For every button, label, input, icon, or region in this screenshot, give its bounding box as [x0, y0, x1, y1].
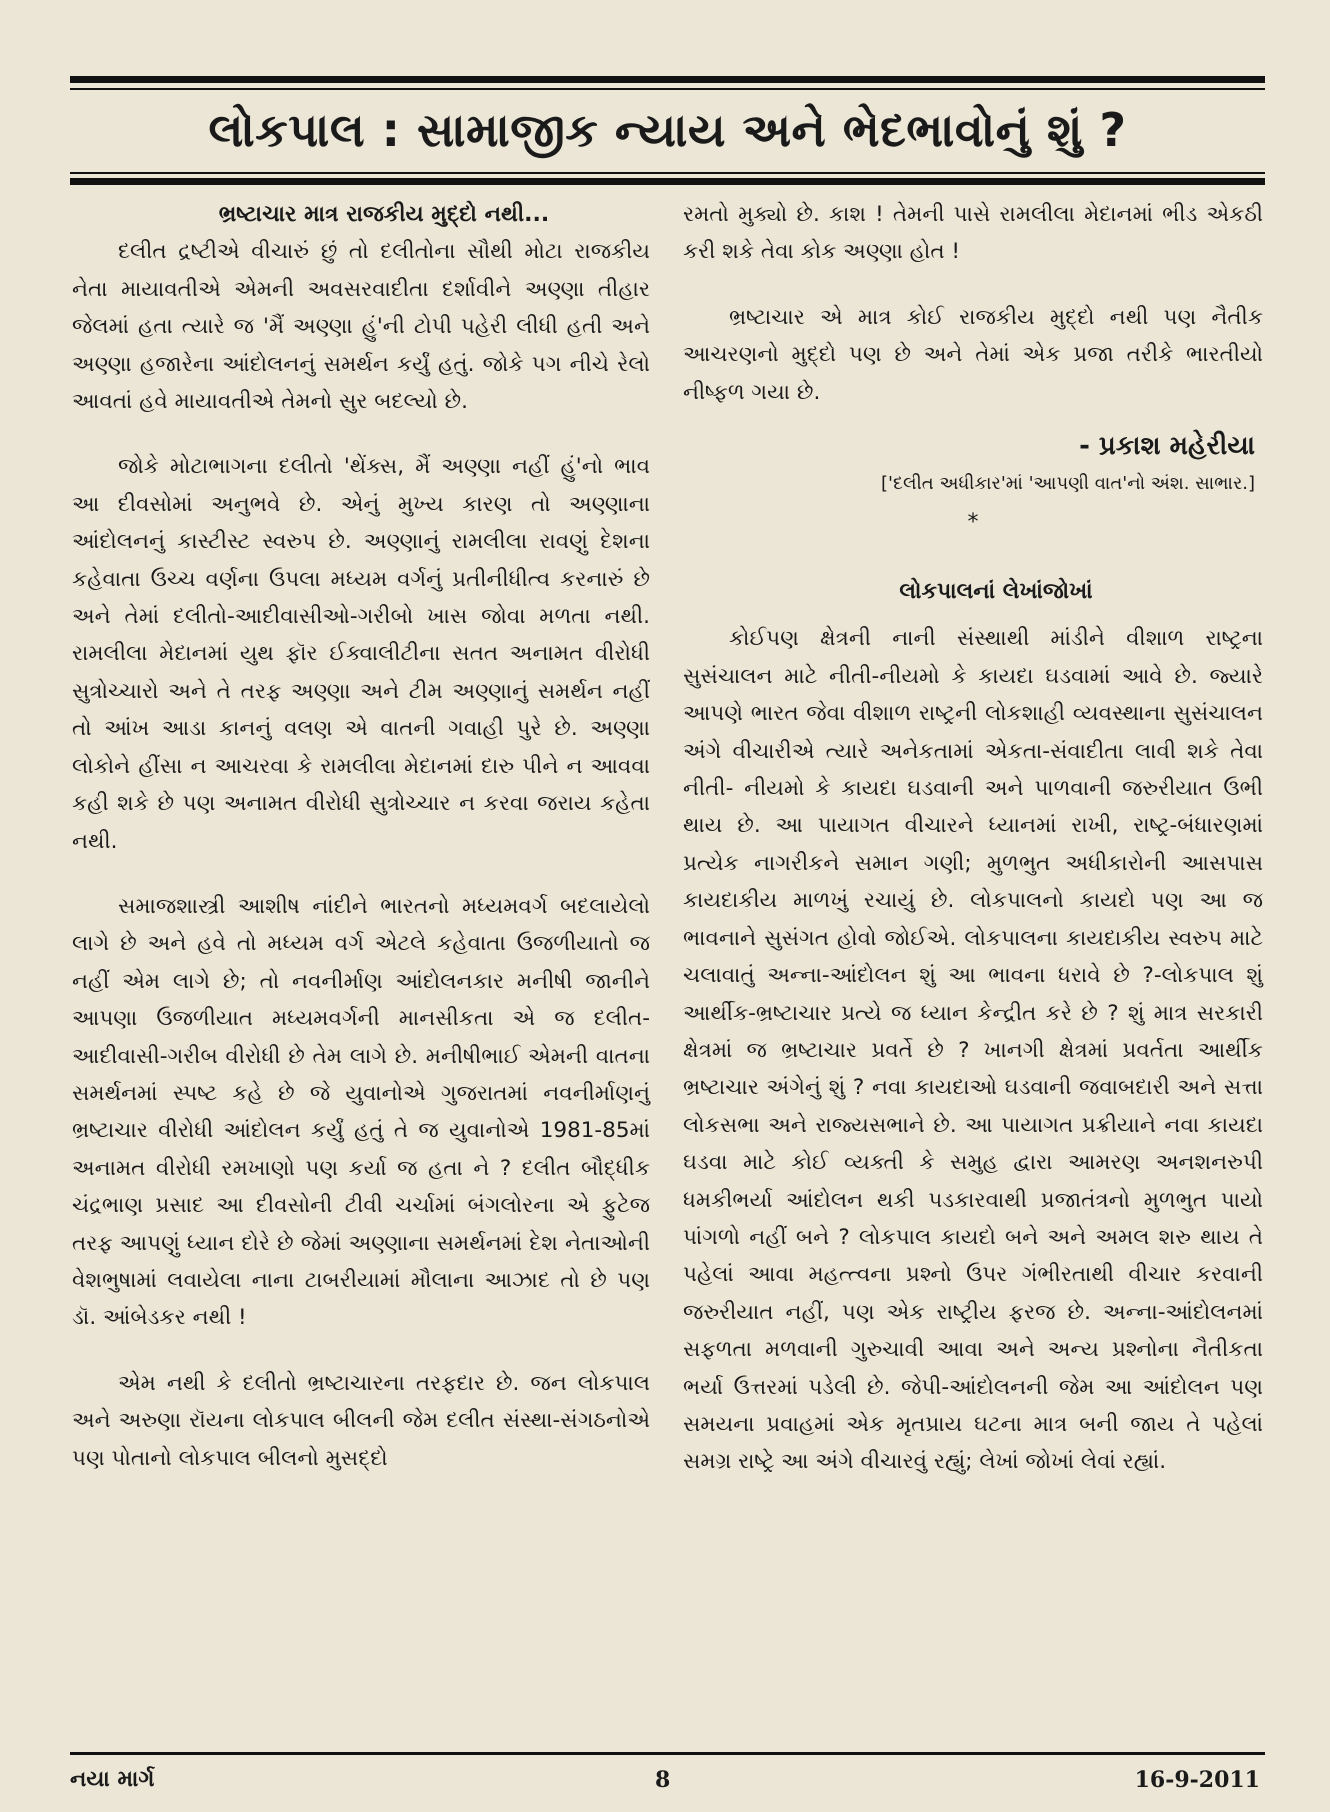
- subheading-gap: [683, 610, 1263, 620]
- headline-rule-thin: [70, 172, 1265, 174]
- paragraph-gap: [72, 860, 650, 888]
- right-paragraph-1: રમતો મુક્યો છે. કાશ ! તેમની પાસે રામલીલા મેદાનમાં ભીડ એકઠી કરી શકે તેવા કોક અણ્ણા હોત !: [683, 202, 1263, 265]
- issue-date: 16-9-2011: [1134, 1767, 1260, 1793]
- top-rule: [70, 76, 1265, 83]
- author-name: - પ્રકાશ મહેરીયા: [1079, 431, 1255, 462]
- paragraph-gap: [683, 271, 1263, 299]
- right-column: [683, 196, 1263, 1481]
- publication-name: નયા માર્ગ: [70, 1767, 155, 1792]
- left-paragraph-1: દલીત દ્રષ્ટીએ વીચારું છું તો દલીતોના સૌથી મોટા રાજકીય નેતા માયાવતીએ એમની અવસરવાદીતા દર્શાવીને અણ્ણા તીહાર જેલમાં હતા ત્યારે જ 'મૈં અણ્ણા હું'ની ટોપી પહેરી લીધી હતી અને અણ્ણા હજારેના આંદોલનનું સમર્થન કર્યું હતું. જોકે પગ નીચે રેલો આવતાં હવે માયાવતીએ તેમનો સુર બદલ્યો છે.: [72, 239, 650, 415]
- left-column: [72, 196, 650, 1477]
- page-number: 8: [655, 1767, 671, 1793]
- right-paragraph-3: કોઈપણ ક્ષેત્રની નાની સંસ્થાથી માંડીને વીશાળ રાષ્ટ્રના સુસંચાલન માટે નીતી-નીયમો કે કાયદા ઘડવામાં આવે છે. જ્યારે આપણે ભારત જેવા વીશાળ રાષ્ટ્રની લોકશાહી વ્યવસ્થાના સુસંચાલન અંગે વીચારીએ ત્યારે અનેકતામાં એકતા-સંવાદીતા લાવી શકે તેવા નીતી- નીયમો કે કાયદા ઘડવાની અને પાળવાની જરુરીયાત ઉભી થાય છે. આ પાયાગત વીચારને ધ્યાનમાં રાખી, રાષ્ટ્ર-બંધારણમાં પ્રત્યેક નાગરીકને સમાન ગણી; મુળભુત અધીકારોની આસપાસ કાયદાકીય માળખું રચાયું છે. લોકપાલનો કાયદો પણ આ જ ભાવનાને સુસંગત હોવો જોઈએ. લોકપાલના કાયદાકીય સ્વરુપ માટે ચલાવાતું અન્ના-આંદોલન શું આ ભાવના ધરાવે છે ?-લોકપાલ શું આર્થીક-ભ્રષ્ટાચાર પ્રત્યે જ ધ્યાન કેન્દ્રીત કરે છે ? શું માત્ર સરકારી ક્ષેત્રમાં જ ભ્રષ્ટાચાર પ્રવર્તે છે ? ખાનગી ક્ષેત્રમાં પ્રવર્તતા આર્થીક ભ્રષ્ટાચાર અંગેનું શું ? નવા કાયદાઓ ઘડવાની જવાબદારી અને સત્તા લોકસભા અને રાજ્યસભાને છે. આ પાયાગત પ્રક્રીયાને નવા કાયદા ઘડવા માટે કોઈ વ્યક્તી કે સમુહ દ્વારા આમરણ અનશનરુપી ધમકીભર્યા આંદોલન થકી પડકારવાથી પ્રજાતંત્રનો મુળભુત પાયો પાંગળો નહીં બને ? લોકપાલ કાયદો બને અને અમલ શરુ થાય તે પહેલાં આવા મહત્ત્વના પ્રશ્નો ઉપર ગંભીરતાથી વીચાર કરવાની જરુરીયાત નહીં, પણ એક રાષ્ટ્રીય ફરજ છે. અન્ના-આંદોલનમાં સફળતા મળવાની ગુરુચાવી આવા અને અન્ય પ્રશ્નોના નૈતીકતા ભર્યા ઉત્તરમાં પડેલી છે. જેપી-આંદોલનની જેમ આ આંદોલન પણ સમયના પ્રવાહમાં એક મૃતપ્રાય ઘટના માત્ર બની જાય તે પહેલાં સમગ્ર રાષ્ટ્રે આ અંગે વીચારવું રહ્યું; લેખાં જોખાં લેવાં રહ્યાં.: [683, 626, 1263, 1475]
- paragraph-gap: [72, 1337, 650, 1365]
- headline-rule: [70, 178, 1265, 185]
- right-paragraph-2: ભ્રષ્ટાચાર એ માત્ર કોઈ રાજકીય મુદ્દો નથી પણ નૈતીક આચરણનો મુદ્દો પણ છે અને તેમાં એક પ્રજા તરીકે ભારતીયો નીષ્ફળ ગયા છે.: [683, 304, 1263, 405]
- source-credit: ['દલીત અધીકાર'માં 'આપણી વાત'નો અંશ. સાભાર.]: [881, 473, 1255, 495]
- top-rule-thin: [70, 88, 1265, 90]
- paragraph-gap: [683, 545, 1263, 573]
- left-paragraph-4: એમ નથી કે દલીતો ભ્રષ્ટાચારના તરફદાર છે. જન લોકપાલ અને અરુણા રૉયના લોકપાલ બીલની જેમ દલીત સંસ્થા-સંગઠનોએ પણ પોતાનો લોકપાલ બીલનો મુસદ્દો: [72, 1370, 650, 1471]
- left-paragraph-3: સમાજશાસ્ત્રી આશીષ નાંદીને ભારતનો મધ્યમવર્ગ બદલાયેલો લાગે છે અને હવે તો મધ્યમ વર્ગ એટલે કહેવાતા ઉજળીયાતો જ નહીં એમ લાગે છે; તો નવનીર્માણ આંદોલનકાર મનીષી જાનીને આપણા ઉજળીયાત મધ્યમવર્ગની માનસીકતા એ જ દલીત-આદીવાસી-ગરીબ વીરોધી છે તેમ લાગે છે. મનીષીભાઈ એમની વાતના સમર્થનમાં સ્પષ્ટ કહે છે જે યુવાનોએ ગુજરાતમાં નવનીર્માણનું ભ્રષ્ટાચાર વીરોધી આંદોલન કર્યું હતું તે જ યુવાનોએ 1981-85માં અનામત વીરોધી રમખાણો પણ કર્યા જ હતા ને ? દલીત બૌદ્ધીક ચંદ્રભાણ પ્રસાદ આ દીવસોની ટીવી ચર્ચામાં બંગલોરના એ ફુટેજ તરફ આપણું ધ્યાન દોરે છે જેમાં અણ્ણાના સમર્થનમાં દેશ નેતાઓની વેશભુષામાં લવાયેલા નાના ટાબરીયામાં મૌલાના આઝાદ તો છે પણ ડૉ. આંબેડકર નથી !: [72, 893, 650, 1331]
- paragraph-gap: [72, 420, 650, 448]
- left-paragraph-2: જોકે મોટાભાગના દલીતો 'થેંક્સ, મૈં અણ્ણા નહીં હું'નો ભાવ આ દીવસોમાં અનુભવે છે. એનું મુખ્ય કારણ તો અણ્ણાના આંદોલનનું કાસ્ટીસ્ટ સ્વરુપ છે. અણ્ણાનું રામલીલા રાવણું દેશના કહેવાતા ઉચ્ચ વર્ણના ઉપલા મધ્યમ વર્ગનું પ્રતીનીધીત્વ કરનારું છે અને તેમાં દલીતો-આદીવાસીઓ-ગરીબો ખાસ જોવા મળતા નથી. રામલીલા મેદાનમાં યુથ ફૉર ઈક્વાલીટીના સતત અનામત વીરોધી સુત્રોચ્ચારો અને તે તરફ અણ્ણા અને ટીમ અણ્ણાનું સમર્થન નહીં તો આંખ આડા કાનનું વલણ એ વાતની ગવાહી પુરે છે. અણ્ણા લોકોને હીંસા ન આચરવા કે રામલીલા મેદાનમાં દારુ પીને ન આવવા કહી શકે છે પણ અનામત વીરોધી સુત્રોચ્ચાર ન કરવા જરાય કહેતા નથી.: [72, 454, 650, 854]
- headline: લોકપાલ : સામાજીક ન્યાય અને ભેદભાવોનું શું ?: [208, 103, 1127, 157]
- footer-rule: [70, 1752, 1265, 1755]
- left-subheading: ભ્રષ્ટાચાર માત્ર રાજકીય મુદ્દો નથી...: [218, 202, 550, 227]
- right-subheading: લોકપાલનાં લેખાંજોખાં: [899, 579, 1093, 605]
- section-separator: *: [967, 510, 979, 536]
